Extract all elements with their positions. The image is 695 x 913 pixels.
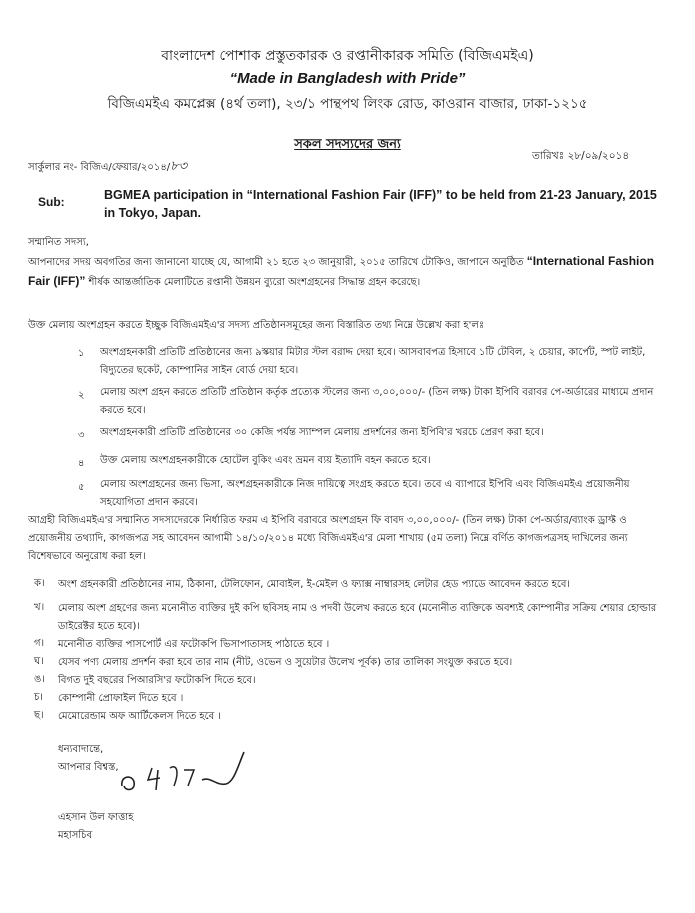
subject-label: Sub: [38, 195, 65, 209]
requirement-item: মনোনীত ব্যক্তির পাসপোর্ট এর ফটোকপি ভিসাপাতাসহ পাঠাতে হবে । [58, 639, 330, 650]
numbered-item: মেলায় অংশ গ্রহন করতে প্রতিটি প্রতিষ্ঠান কর্তৃক প্রত্যেক স্টলের জন্য ৩,০০,০০০/- (তিন লক্ষ) টাকা ইপিবি বরাবর পে-অর্ডারের মাধ্যমে প্রদান করতে হবে। [100, 387, 654, 416]
requirement-mark: ঙ। [34, 674, 45, 685]
requirement-item: অংশ গ্রহনকারী প্রতিষ্ঠানের নাম, ঠিকানা, টেলিফোন, মোবাইল, ই-মেইল ও ফ্যাক্স নাম্বারসহ লেটার হেড প্যাডে আবেদন করতে হবে। [58, 579, 570, 590]
signatory-name: এহসান উল ফাত্তাহ [58, 812, 134, 823]
requirement-item: কোম্পানী প্রোফাইল দিতে হবে । [58, 693, 184, 704]
handwritten-circular-number: ৮৩ [170, 159, 188, 174]
closing-yours: আপনার বিশ্বস্ত, [58, 762, 119, 773]
requirement-mark: গ। [34, 638, 45, 649]
numbered-item: মেলায় অংশগ্রহনের জন্য ভিসা, অংশগ্রহনকারীকে নিজ দায়িত্বে সংগ্রহ করতে হবে। তবে এ ব্যাপারে ইপিবি এবং বিজিএমইএ প্রয়োজনীয় সহযোগিতা প্রদান করবে। [100, 479, 630, 508]
subject-text: BGMEA participation in “International Fashion Fair (IFF)” to be held from 21-23 January, 2015 in Tokyo, Japan. [104, 188, 657, 220]
requirement-mark: ঘ। [34, 656, 44, 667]
numbered-item: অংশগ্রহনকারী প্রতিটি প্রতিষ্ঠানের ৩০ কেজি পর্যন্ত স্যাম্পল মেলায় প্রদর্শনের জন্য ইপিবি'র খরচে প্রেরণ করা হবে। [100, 427, 544, 438]
addressed-to-heading: সকল সদস্যদের জন্য [294, 137, 401, 152]
signatory-title: মহাসচিব [58, 830, 93, 841]
organization-motto: “Made in Bangladesh with Pride” [229, 70, 466, 87]
organization-name: বাংলাদেশ পোশাক প্রস্তুতকারক ও রপ্তানীকারক সমিতি (বিজিএমইএ) [161, 48, 534, 64]
item-number: ২ [78, 390, 85, 401]
circular-number [28, 157, 187, 178]
lead-in-text: উক্ত মেলায় অংশগ্রহন করতে ইচ্ছুক বিজিএমইএ'র সদস্য প্রতিষ্ঠানসমূহের জন্য বিস্তারিত তথ্য নিম্নে উল্লেখ করা হ'লঃ [28, 320, 485, 331]
closing-thanks: ধন্যবাদান্তে, [58, 744, 104, 755]
intro-part-2: শীর্ষক আন্তর্জাতিক মেলাটিতে রপ্তানী উন্নয়ন ব্যুরো অংশগ্রহনের সিদ্ধান্ত গ্রহন করেছে। [85, 277, 421, 288]
requirement-item: মেলায় অংশ গ্রহণের জন্য মনোনীত ব্যক্তির দুই কপি ছবিসহ নাম ও পদবী উলেখ করতে হবে (মনোনীত ব্যক্তিকে অবশ্যই কোম্পানীর সক্রিয় শেয়ার হোল্ডার ডাইরেক্টর হতে হবে)। [58, 603, 657, 632]
numbered-item: অংশগ্রহনকারী প্রতিটি প্রতিষ্ঠানের জন্য ৯স্কয়ার মিটার স্টল বরাদ্দ দেয়া হবে। আসবাবপত্র হিসাবে ১টি টেবিল, ২ চেয়ার, কার্পেট, স্পট লাইট, বিদ্যুতের ছকেট, কোম্পানির সাইন বোর্ড দেয়া হবে। [100, 347, 646, 376]
item-number: ৪ [78, 458, 85, 469]
item-number: ৩ [78, 430, 85, 441]
item-number: ৫ [78, 482, 85, 493]
circular-number-label: সার্কুলার নং- বিজিএ/ফেয়ার/২০১৪/ [28, 162, 171, 173]
salutation: সম্মানিত সদস্য, [28, 237, 89, 248]
requirement-item: বিগত দুই বছরের পিআরসি'র ফটোকপি দিতে হবে। [58, 675, 256, 686]
organization-address: বিজিএমইএ কমপ্লেক্স (৪র্থ তলা), ২৩/১ পান্থপথ লিংক রোড, কাওরান বাজার, ঢাকা-১২১৫ [107, 96, 588, 112]
intro-part-1: আপনাদের সদয় অবগতির জন্য জানানো যাচ্ছে যে, আগামী ২১ হতে ২৩ জানুয়ারী, ২০১৫ তারিখে টোকিও, জাপানে অনুষ্ঠিত [28, 257, 527, 268]
request-paragraph: আগ্রহী বিজিএমইএ'র সম্মানিত সদস্যদেরকে নির্ধারিত ফরম এ ইপিবি বরাবরে অংশগ্রহন ফি বাবদ ৩,০০,০০০/- (তিন লক্ষ) টাকা পে-অর্ডার/ব্যাংক ড্রাফ্ট ও প্রয়োজনীয় তথ্যাদি, কাগজপত্র সহ আবেদন আগামী ১৪/১০/২০১৪ মধ্যে বিজিএমইএ'র মেলা শাখায় (৫ম তলা) নিম্নে বর্ণিত কাগজপত্রসহ দাখিলের জন্য বিশেষভাবে অনুরোধ করা হল। [28, 515, 628, 562]
handwritten-signature [118, 746, 248, 804]
item-number: ১ [78, 348, 85, 359]
requirement-mark: চ। [34, 692, 43, 703]
requirement-item: মেমোরেন্ডাম অফ আর্টিকেলস দিতে হবে । [58, 711, 221, 722]
fair-name: “International Fashion Fair (IFF)” [28, 254, 655, 288]
requirement-mark: খ। [34, 602, 45, 613]
requirement-mark: ছ। [34, 710, 44, 721]
intro-paragraph [28, 252, 668, 292]
requirement-mark: ক। [34, 578, 45, 589]
numbered-item: উক্ত মেলায় অংশগ্রহনকারীকে হোটেল বুকিং এবং ভ্রমন ব্যয় ইত্যাদি বহন করতে হবে। [100, 455, 431, 466]
circular-date: তারিখঃ ২৮/০৯/২০১৪ [532, 150, 630, 162]
requirement-item: যেসব পণ্য মেলায় প্রদর্শন করা হবে তার নাম (নীট, ওভেন ও সুয়েটার উলেখ পূর্বক) তার তালিকা সংযুক্ত করতে হবে। [58, 657, 513, 668]
